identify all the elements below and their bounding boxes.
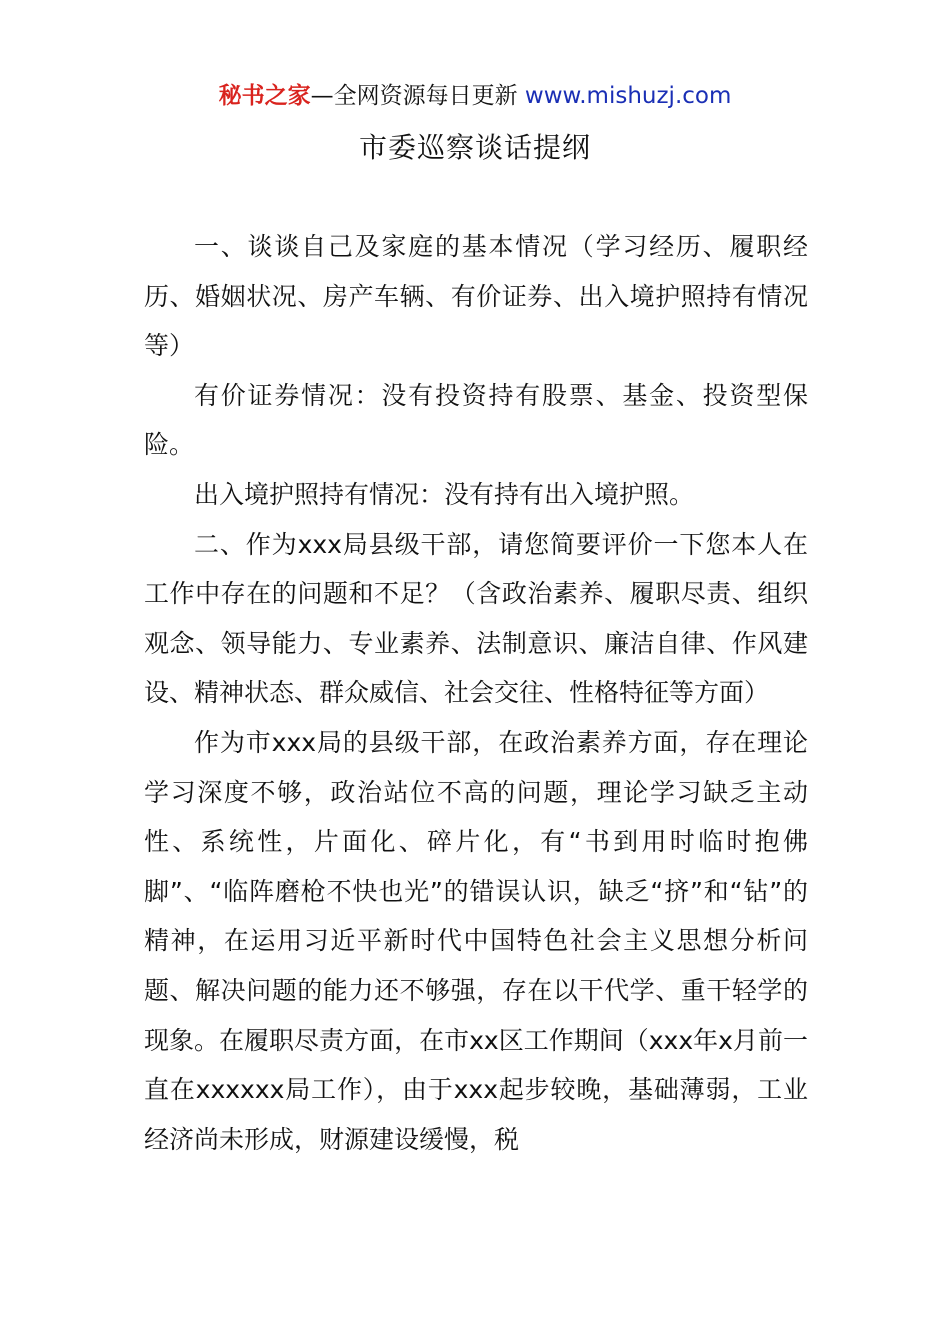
paragraph-2: 有价证券情况：没有投资持有股票、基金、投资型保险。 <box>144 380 808 460</box>
site-url: www.mishuzj.com <box>524 83 732 109</box>
header-tagline: —全网资源每日更新 <box>310 83 525 109</box>
document-title: 市委巡察谈话提纲 <box>358 131 591 164</box>
document-body <box>144 222 808 1164</box>
paragraph-4: 二、作为xxx局县级干部，请您简要评价一下您本人在工作中存在的问题和不足？（含政治素养、履职尽责、组织观念、领导能力、专业素养、法制意识、廉洁自律、作风建设、精神状态、群众威信、社会交往、性格特征等方面） <box>144 529 808 708</box>
paragraph-1: 一、谈谈自己及家庭的基本情况（学习经历、履职经历、婚姻状况、房产车辆、有价证券、出入境护照持有情况等） <box>144 232 808 361</box>
site-header <box>0 78 950 114</box>
paragraph-5: 作为市xxx局的县级干部，在政治素养方面，存在理论学习深度不够，政治站位不高的问题，理论学习缺乏主动性、系统性，片面化、碎片化，有“书到用时临时抱佛脚”、“临阵磨枪不快也光”的错误认识，缺乏“挤”和“钻”的精神，在运用习近平新时代中国特色社会主义思想分析问题、解决问题的能力还不够强，存在以干代学、重干轻学的现象。在履职尽责方面，在市xx区工作期间（xxx年x月前一直在xxxxxx局工作），由于xxx起步较晚，基础薄弱，工业经济尚未形成，财源建设缓慢，税 <box>144 727 808 1154</box>
brand-name: 秘书之家 <box>218 83 311 109</box>
paragraph-3: 出入境护照持有情况：没有持有出入境护照。 <box>194 479 695 509</box>
